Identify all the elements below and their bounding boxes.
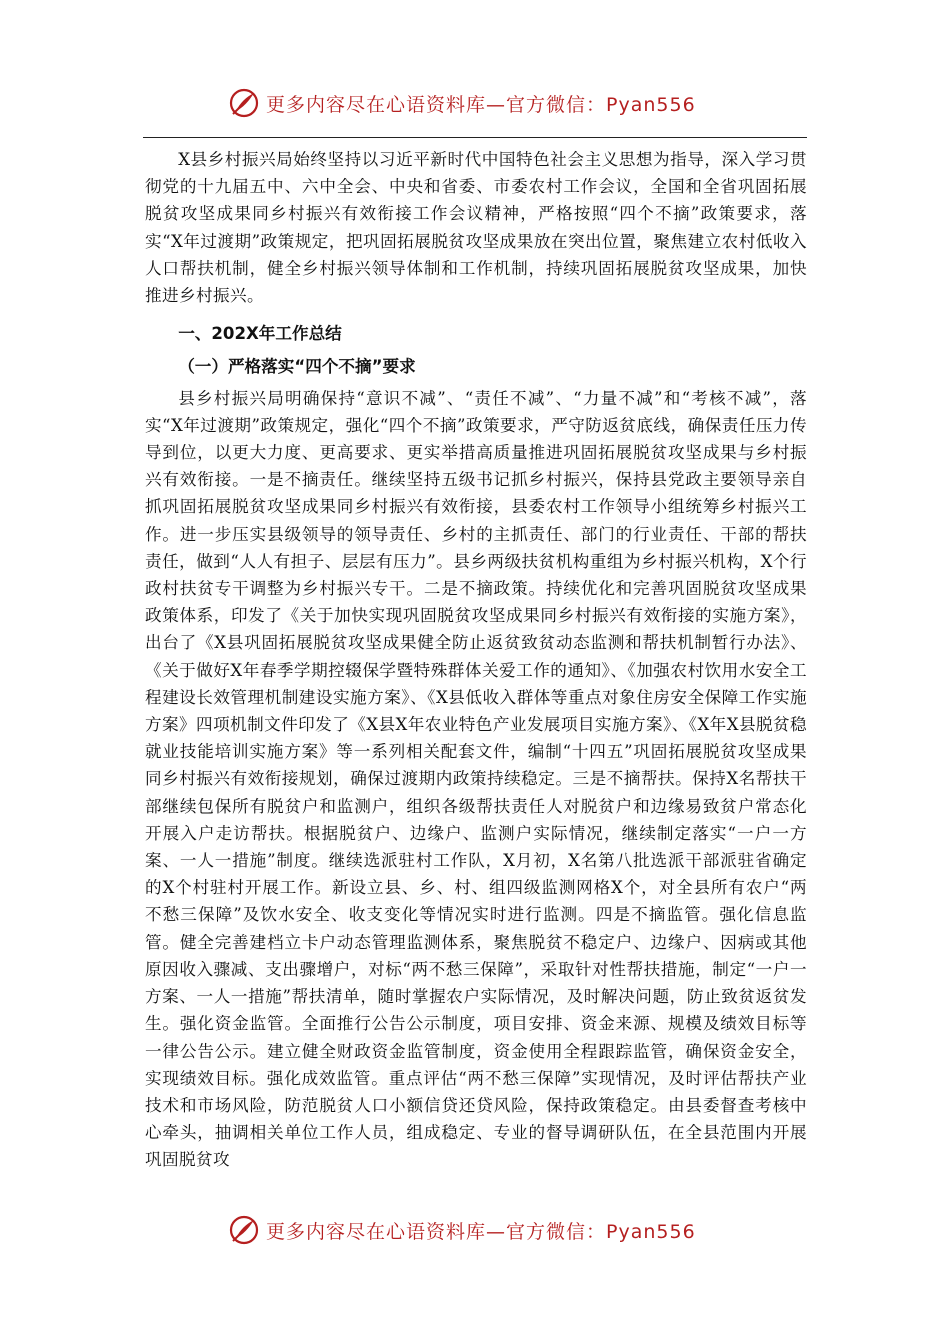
header-divider bbox=[143, 137, 807, 138]
document-body bbox=[145, 146, 807, 1174]
subsection-heading: （一）严格落实“四个不摘”要求 bbox=[178, 357, 416, 377]
header-watermark bbox=[228, 83, 696, 123]
watermark-text: 更多内容尽在心语资料库—官方微信：Pyan556 bbox=[266, 93, 696, 116]
quill-logo-icon bbox=[228, 87, 260, 119]
quill-logo-icon bbox=[228, 1214, 260, 1246]
footer-watermark bbox=[228, 1210, 696, 1250]
section-heading: 一、202X年工作总结 bbox=[178, 324, 342, 344]
watermark-text: 更多内容尽在心语资料库—官方微信：Pyan556 bbox=[266, 1220, 696, 1243]
body-paragraph: 县乡村振兴局明确保持“意识不减”、“责任不减”、“力量不减”和“考核不减”，落实“X年过渡期”政策规定，强化“四个不摘”政策要求，严守防返贫底线，确保责任压力传导到位，以更大力度、更高要求、更实举措高质量推进巩固拓展脱贫攻坚成果与乡村振兴有效衔接。一是不摘责任。继续坚持五级书记抓乡村振兴，保持县党政主要领导亲自抓巩固拓展脱贫攻坚成果同乡村振兴有效衔接，县委农村工作领导小组统筹乡村振兴工作。进一步压实县级领导的领导责任、乡村的主抓责任、部门的行业责任、干部的帮扶责任，做到“人人有担子、层层有压力”。县乡两级扶贫机构重组为乡村振兴机构，X个行政村扶贫专干调整为乡村振兴专干。二是不摘政策。持续优化和完善巩固脱贫攻坚成果政策体系，印发了《关于加快实现巩固脱贫攻坚成果同乡村振兴有效衔接的实施方案》，出台了《X县巩固拓展脱贫攻坚成果健全防止返贫致贫动态监测和帮扶机制暂行办法》、《关于做好X年春季学期控辍保学暨特殊群体关爱工作的通知》、《加强农村饮用水安全工程建设长效管理机制建设实施方案》、《X县低收入群体等重点对象住房安全保障工作实施方案》四项机制文件印发了《X县X年农业特色产业发展项目实施方案》、《X年X县脱贫稳就业技能培训实施方案》等一系列相关配套文件，编制“十四五”巩固拓展脱贫攻坚成果同乡村振兴有效衔接规划，确保过渡期内政策持续稳定。三是不摘帮扶。保持X名帮扶干部继续包保所有脱贫户和监测户，组织各级帮扶责任人对脱贫户和边缘易致贫户常态化开展入户走访帮扶。根据脱贫户、边缘户、监测户实际情况，继续制定落实“一户一方案、一人一措施”制度。继续选派驻村工作队，X月初，X名第八批选派干部派驻省确定的X个村驻村开展工作。新设立县、乡、村、组四级监测网格X个，对全县所有农户“两不愁三保障”及饮水安全、收支变化等情况实时进行监测。四是不摘监管。强化信息监管。健全完善建档立卡户动态管理监测体系，聚焦脱贫不稳定户、边缘户、因病或其他原因收入骤减、支出骤增户，对标“两不愁三保障”，采取针对性帮扶措施，制定“一户一方案、一人一措施”帮扶清单，随时掌握农户实际情况，及时解决问题，防止致贫返贫发生。强化资金监管。全面推行公告公示制度，项目安排、资金来源、规模及绩效目标等一律公告公示。建立健全财政资金监管制度，资金使用全程跟踪监管，确保资金安全，实现绩效目标。强化成效监管。重点评估“两不愁三保障”实现情况，及时评估帮扶产业技术和市场风险，防范脱贫人口小额信贷还贷风险，保持政策稳定。由县委督查考核中心牵头，抽调相关单位工作人员，组成稳定、专业的督导调研队伍，在全县范围内开展巩固脱贫攻 bbox=[145, 388, 807, 1170]
intro-paragraph: X县乡村振兴局始终坚持以习近平新时代中国特色社会主义思想为指导，深入学习贯彻党的十九届五中、六中全会、中央和省委、市委农村工作会议，全国和全省巩固拓展脱贫攻坚成果同乡村振兴有效衔接工作会议精神，严格按照“四个不摘”政策要求，落实“X年过渡期”政策规定，把巩固拓展脱贫攻坚成果放在突出位置，聚焦建立农村低收入人口帮扶机制，健全乡村振兴领导体制和工作机制，持续巩固拓展脱贫攻坚成果，加快推进乡村振兴。 bbox=[145, 150, 807, 306]
